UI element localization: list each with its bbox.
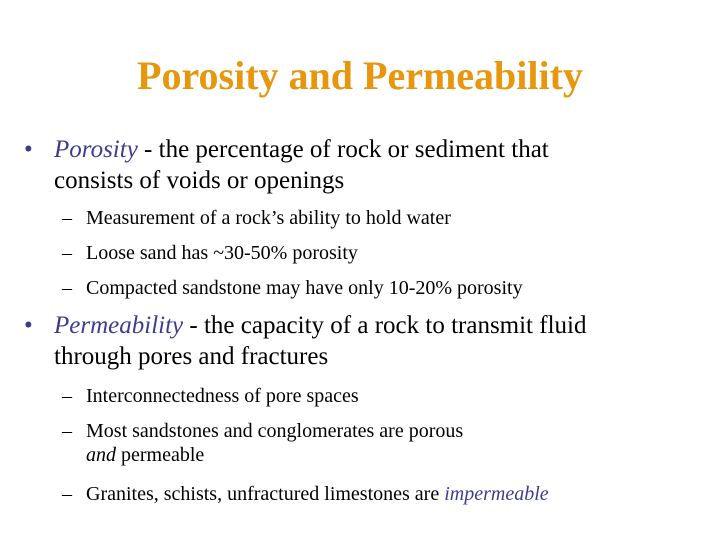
sub-text: Compacted sandstone may have only 10-20% porosity: [86, 277, 523, 299]
sub-text: [86, 482, 686, 506]
term-porosity: Porosity: [54, 136, 138, 163]
bullet-line1-rest: - the percentage of rock or sediment that: [137, 136, 549, 163]
bullet-line2: through pores and fractures: [54, 343, 329, 370]
sub-emphasis: and: [86, 444, 116, 466]
sub-text: Measurement of a rock’s ability to hold water: [86, 207, 451, 229]
sub-text: [86, 419, 686, 467]
bullet-text: [54, 310, 714, 372]
sub-marker: –: [62, 242, 72, 264]
sub-text-pre: Granites, schists, unfractured limestones are: [86, 483, 445, 505]
sub-line2-rest: permeable: [116, 444, 205, 466]
term-permeability: Permeability: [54, 312, 184, 339]
sub-text: Interconnectedness of pore spaces: [86, 385, 359, 407]
sub-marker: –: [62, 385, 72, 407]
sub-line1: Most sandstones and conglomerates are porous: [86, 420, 464, 442]
bullet-marker: •: [24, 136, 33, 163]
term-impermeable: impermeable: [444, 483, 549, 505]
bullet-text: [54, 134, 714, 196]
bullet-marker: •: [24, 312, 33, 339]
sub-marker: –: [62, 420, 72, 442]
sub-marker: –: [62, 483, 72, 505]
bullet-line1-rest: - the capacity of a rock to transmit fluid: [183, 312, 587, 339]
sub-marker: –: [62, 277, 72, 299]
sub-marker: –: [62, 207, 72, 229]
slide-title: Porosity and Permeability: [137, 53, 583, 98]
sub-text: Loose sand has ~30-50% porosity: [86, 242, 358, 264]
bullet-line2: consists of voids or openings: [54, 167, 345, 194]
